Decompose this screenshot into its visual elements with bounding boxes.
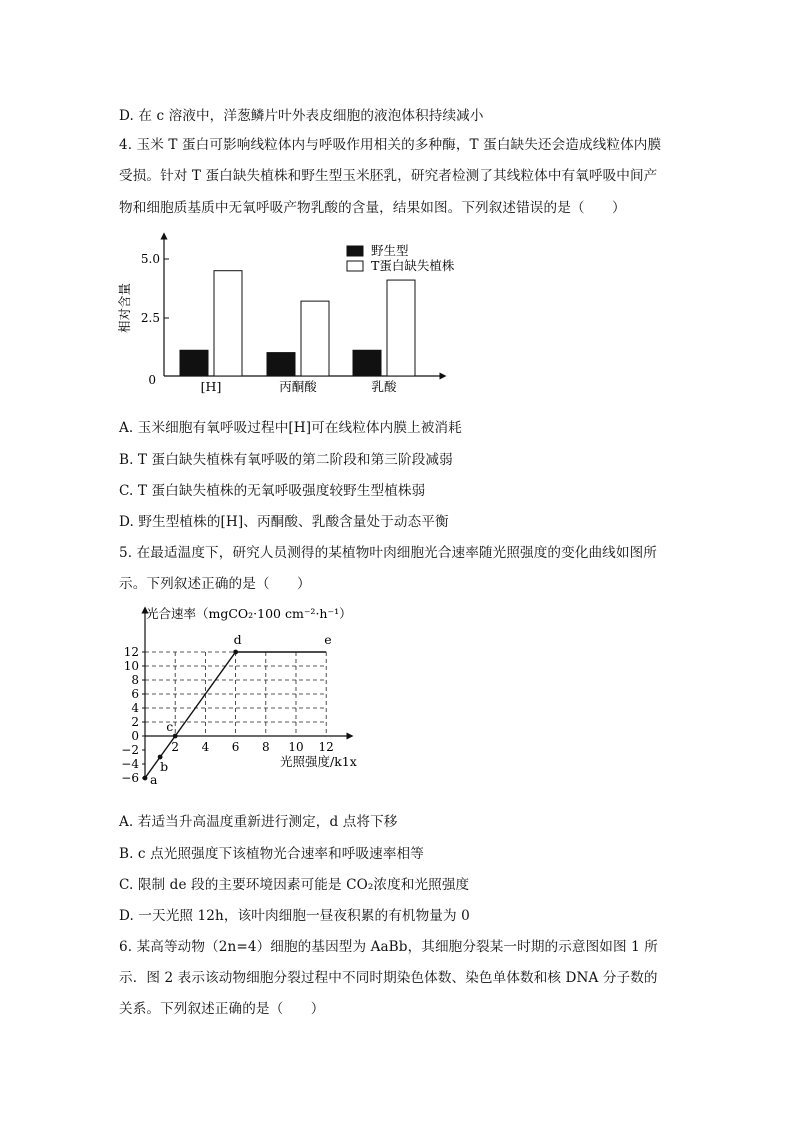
q4-option-d: D. 野生型植株的[H]、丙酮酸、乳酸含量处于动态平衡 (119, 514, 449, 530)
q5-xtick-5: 12 (318, 740, 334, 754)
q4-ytick-2-5: 2.5 (140, 311, 160, 325)
q5-option-b: B. c 点光照强度下该植物光合速率和呼吸速率相等 (119, 846, 424, 862)
q4-option-a: A. 玉米细胞有氧呼吸过程中[H]可在线粒体内膜上被消耗 (119, 420, 462, 436)
q5-ytick-2: 8 (131, 673, 139, 687)
q5-ytick-1: 10 (123, 659, 139, 673)
q5-line-chart (110, 598, 390, 793)
q5-xtick-3: 8 (261, 740, 270, 754)
q4-cat-h: [H] (200, 379, 222, 394)
q5-point-label-a: a (150, 772, 158, 787)
q5-ytick-4: 4 (131, 701, 139, 715)
q6-stem-line-1: 6. 某高等动物（2n=4）细胞的基因型为 AaBb，其细胞分裂某一时期的示意图如图 1 所 (119, 939, 658, 955)
q4-bar-mutant-0 (214, 271, 242, 376)
q4-ytick-5: 5.0 (140, 252, 160, 266)
q4-option-c: C. T 蛋白缺失植株的无氧呼吸强度较野生型植株弱 (119, 483, 426, 499)
q5-xtick-2: 6 (231, 740, 240, 754)
q5-option-d: D. 一天光照 12h，该叶肉细胞一昼夜积累的有机物量为 0 (119, 908, 470, 924)
q5-point-c (173, 734, 178, 739)
q5-point-label-e: e (324, 632, 332, 647)
q4-bar-wild-2 (353, 350, 381, 376)
q5-point-label-d: d (233, 632, 242, 647)
q4-cat-lactate: 乳酸 (371, 379, 397, 394)
q5-ytick-5: 2 (131, 715, 139, 729)
q5-ytick-9: −6 (121, 771, 139, 785)
q5-point-d (233, 650, 238, 655)
q5-point-label-c: c (166, 719, 174, 734)
q5-point-a (143, 776, 148, 781)
q3-option-d: D. 在 c 溶液中，洋葱鳞片叶外表皮细胞的液泡体积持续减小 (119, 108, 484, 124)
q4-stem-line-3: 物和细胞质基质中无氧呼吸产物乳酸的含量，结果如图。下列叙述错误的是（ ） (119, 200, 626, 216)
q4-ytick-0: 0 (148, 373, 156, 387)
q4-legend-swatch-wild (347, 246, 363, 256)
q4-stem-line-2: 受损。针对 T 蛋白缺失植株和野生型玉米胚乳，研究者检测了其线粒体中有氧呼吸中间产 (119, 168, 658, 184)
q5-option-a: A. 若适当升高温度重新进行测定，d 点将下移 (119, 814, 398, 830)
q5-ytick-3: 6 (131, 687, 139, 701)
q6-stem-line-3: 关系。下列叙述正确的是（ ） (119, 1001, 325, 1017)
q5-ytick-0: 12 (123, 645, 139, 659)
q4-bar-wild-0 (180, 350, 208, 376)
q5-ytick-6: 0 (131, 729, 139, 743)
q5-xtick-1: 4 (201, 740, 210, 754)
q4-option-b: B. T 蛋白缺失植株有氧呼吸的第二阶段和第三阶段减弱 (119, 452, 453, 468)
q6-stem-line-2: 示．图 2 表示该动物细胞分裂过程中不同时期染色体数、染色单体数和核 DNA 分子数的 (119, 970, 658, 986)
q4-legend-mutant: T蛋白缺失植株 (371, 258, 455, 273)
q4-bar-mutant-2 (387, 280, 415, 376)
q4-ylabel: 相对含量 (117, 282, 132, 334)
q4-bar-wild-1 (267, 353, 295, 376)
q5-ytick-8: −4 (121, 757, 139, 771)
q5-xlabel: 光照强度/k1x (280, 754, 357, 769)
q5-ytick-7: −2 (121, 743, 139, 757)
q4-legend-swatch-mutant (347, 261, 363, 271)
q5-ylabel: 光合速率（mgCO₂·100 cm⁻²·h⁻¹） (146, 606, 352, 621)
q5-point-label-b: b (160, 759, 169, 774)
q4-bar-chart (115, 228, 475, 400)
q4-bar-mutant-1 (301, 301, 329, 376)
q4-cat-pyruvate: 丙酮酸 (279, 379, 317, 394)
q4-legend-wild: 野生型 (371, 243, 409, 258)
q5-stem-line-2: 示。下列叙述正确的是（ ） (119, 576, 311, 592)
q5-option-c: C. 限制 de 段的主要环境因素可能是 CO₂浓度和光照强度 (119, 877, 470, 893)
q5-stem-line-1: 5. 在最适温度下，研究人员测得的某植物叶肉细胞光合速率随光照强度的变化曲线如图所 (119, 545, 657, 561)
q4-stem-line-1: 4. 玉米 T 蛋白可影响线粒体内与呼吸作用相关的多种酶，T 蛋白缺失还会造成线粒体内膜 (119, 137, 662, 153)
q5-xtick-4: 10 (288, 740, 304, 754)
q5-xtick-0: 2 (171, 740, 180, 754)
